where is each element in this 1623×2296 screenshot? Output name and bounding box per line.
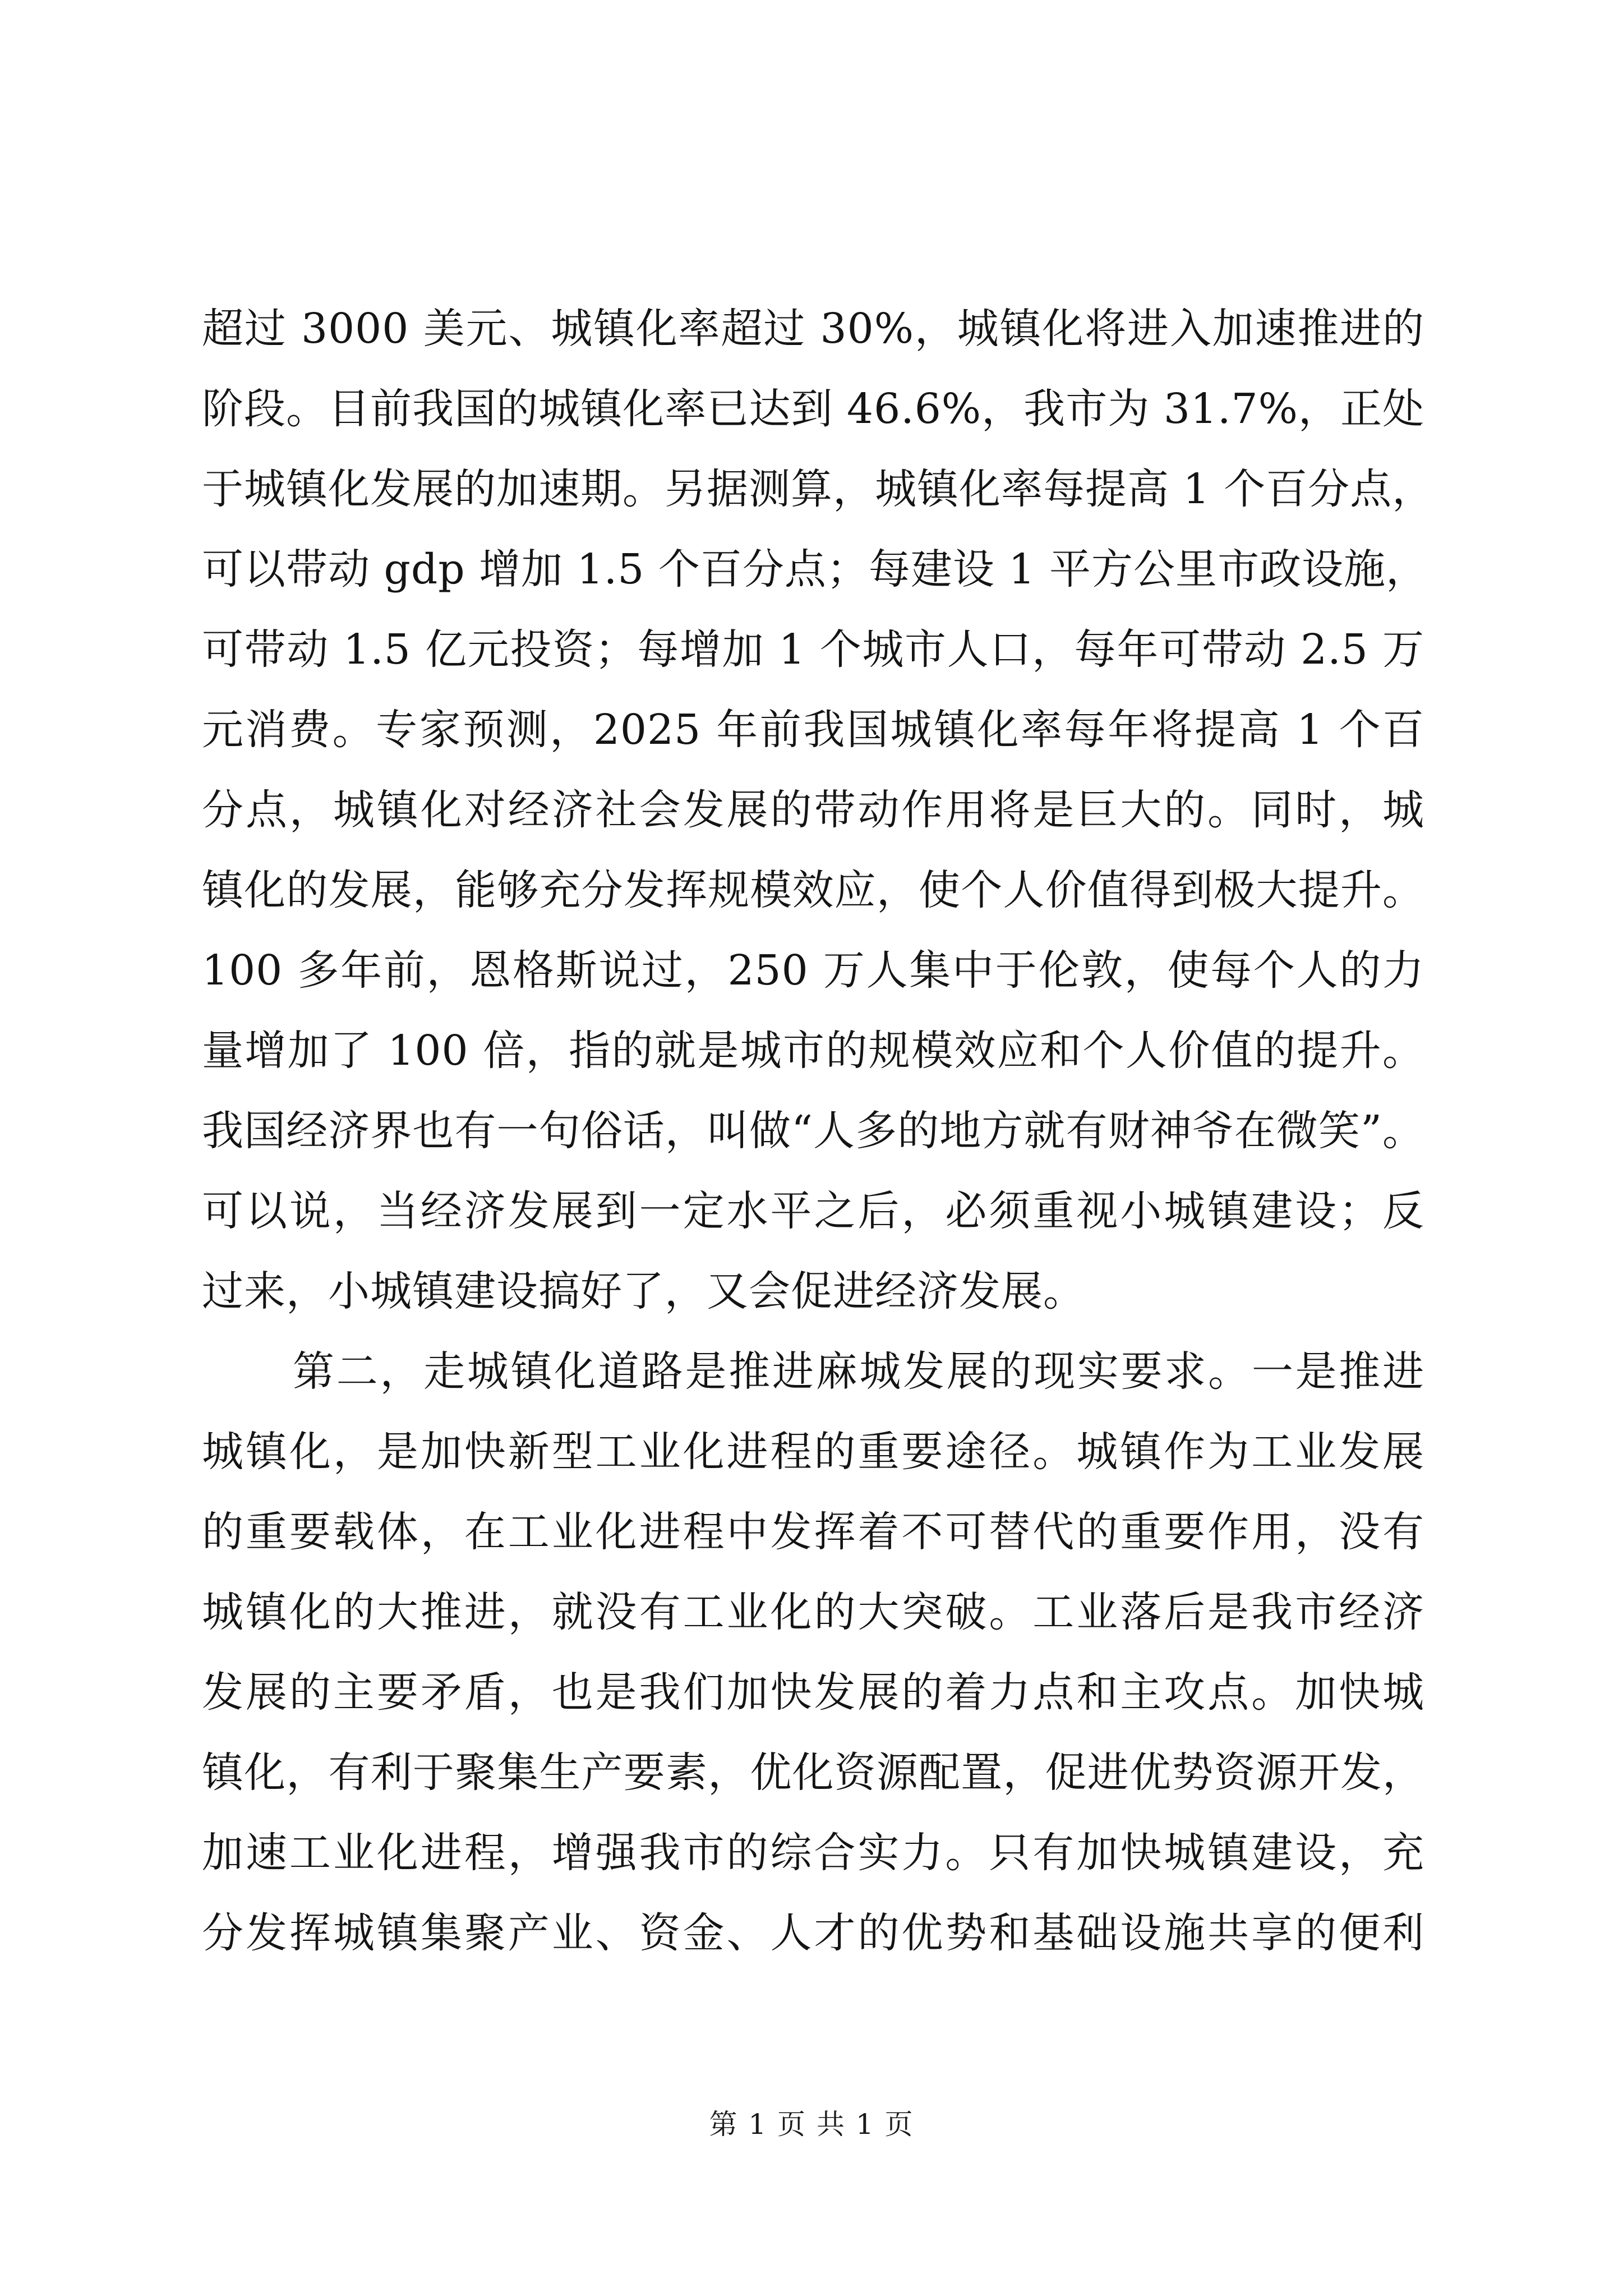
- text-line: 城镇化的大推进，就没有工业化的大突破。工业落后是我市经济: [202, 1588, 1424, 1636]
- text-line: 元消费。专家预测，2025 年前我国城镇化率每年将提高 1 个百: [202, 706, 1424, 754]
- text-line: 分点，城镇化对经济社会发展的带动作用将是巨大的。同时，城: [202, 786, 1424, 834]
- text-line: 可带动 1.5 亿元投资；每增加 1 个城市人口，每年可带动 2.5 万: [202, 625, 1424, 674]
- text-line: 可以带动 gdp 增加 1.5 个百分点；每建设 1 平方公里市政设施，: [202, 545, 1428, 593]
- body-text: [202, 289, 1435, 1973]
- text-line: 我国经济界也有一句俗话，叫做“人多的地方就有财神爷在微笑”。: [202, 1107, 1424, 1155]
- text-line: 于城镇化发展的加速期。另据测算，城镇化率每提高 1 个百分点，: [202, 465, 1435, 513]
- text-line: 量增加了 100 倍，指的就是城市的规模效应和个人价值的提升。: [202, 1027, 1424, 1075]
- text-line: 阶段。目前我国的城镇化率已达到 46.6%，我市为 31.7%，正处: [202, 385, 1424, 433]
- text-line: 城镇化，是加快新型工业化进程的重要途径。城镇作为工业发展: [202, 1428, 1424, 1476]
- text-line: 的重要载体，在工业化进程中发挥着不可替代的重要作用，没有: [202, 1508, 1424, 1556]
- text-line: 超过 3000 美元、城镇化率超过 30%，城镇化将进入加速推进的: [202, 305, 1424, 353]
- text-line: 镇化，有利于聚集生产要素，优化资源配置，促进优势资源开发，: [202, 1749, 1424, 1797]
- text-line: 加速工业化进程，增强我市的综合实力。只有加快城镇建设，充: [202, 1829, 1424, 1877]
- text-line: 分发挥城镇集聚产业、资金、人才的优势和基础设施共享的便利: [202, 1909, 1424, 1957]
- paragraph-start-line: 第二，走城镇化道路是推进麻城发展的现实要求。一是推进: [293, 1347, 1424, 1396]
- text-line: 100 多年前，恩格斯说过，250 万人集中于伦敦，使每个人的力: [202, 946, 1424, 995]
- text-line: 发展的主要矛盾，也是我们加快发展的着力点和主攻点。加快城: [202, 1668, 1424, 1717]
- text-line: 可以说，当经济发展到一定水平之后，必须重视小城镇建设；反: [202, 1187, 1424, 1235]
- paragraph-end-line: 过来，小城镇建设搞好了，又会促进经济发展。: [202, 1267, 1085, 1315]
- text-line: 镇化的发展，能够充分发挥规模效应，使个人价值得到极大提升。: [202, 866, 1424, 914]
- page-number-footer: 第 1 页 共 1 页: [709, 2108, 914, 2141]
